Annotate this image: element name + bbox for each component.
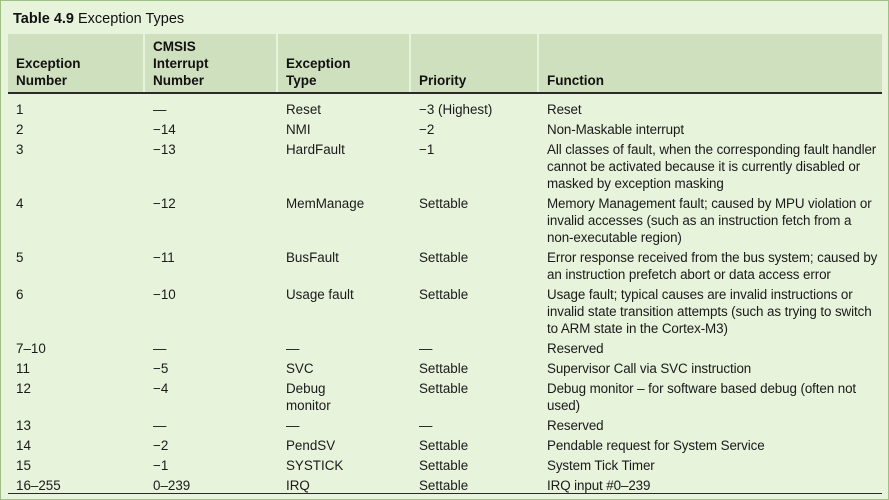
header-exception-number: Exception Number: [8, 34, 143, 92]
row-cmsis-number: −2: [153, 438, 169, 453]
row-exception-type: Debug monitor: [286, 381, 331, 413]
row-function: Memory Management fault; caused by MPU violation or invalid accesses (such as an instruction fetch from a non-executable region): [547, 196, 872, 245]
table-row: [8, 475, 882, 495]
row-exception-type: Reset: [286, 102, 321, 117]
row-exception-number: 7–10: [16, 341, 46, 356]
row-cmsis-number: —: [153, 418, 167, 433]
table-row: [8, 435, 882, 455]
row-exception-type: SYSTICK: [286, 458, 344, 473]
row-exception-number: 12: [16, 381, 31, 396]
row-exception-type: BusFault: [286, 250, 339, 265]
row-exception-type: NMI: [286, 122, 311, 137]
row-cmsis-number: —: [153, 341, 167, 356]
row-priority: Settable: [419, 381, 469, 396]
row-priority: −1: [419, 142, 435, 157]
header-function: Function: [539, 34, 882, 92]
row-exception-type: —: [286, 341, 300, 356]
table-body: [8, 99, 882, 495]
row-function: Debug monitor – for software based debug (often not used): [547, 381, 857, 413]
row-priority: Settable: [419, 458, 469, 473]
row-function: IRQ input #0–239: [547, 478, 651, 493]
row-cmsis-number: 0–239: [153, 478, 191, 493]
table-row: [8, 284, 882, 338]
row-priority: —: [419, 341, 433, 356]
row-exception-number: 1: [16, 102, 24, 117]
row-exception-number: 5: [16, 250, 24, 265]
row-exception-type: SVC: [286, 361, 314, 376]
row-cmsis-number: −14: [153, 122, 176, 137]
table-caption: [13, 11, 184, 27]
row-cmsis-number: −11: [153, 250, 175, 265]
row-priority: Settable: [419, 438, 469, 453]
table-row: [8, 338, 882, 358]
row-exception-type: IRQ: [286, 478, 310, 493]
row-cmsis-number: −13: [153, 142, 176, 157]
row-cmsis-number: —: [153, 102, 167, 117]
row-cmsis-number: −4: [153, 381, 169, 396]
row-exception-type: HardFault: [286, 142, 345, 157]
bottom-rule: [8, 493, 882, 494]
row-exception-number: 11: [16, 361, 30, 376]
row-priority: —: [419, 418, 433, 433]
header-cmsis-number: CMSIS Interrupt Number: [145, 34, 276, 92]
row-function: Error response received from the bus system; caused by an instruction prefetch abort or data access error: [547, 250, 878, 282]
row-exception-number: 16–255: [16, 478, 61, 493]
table-header: [8, 34, 882, 92]
row-priority: Settable: [419, 287, 469, 302]
row-exception-number: 15: [16, 458, 31, 473]
row-exception-number: 3: [16, 142, 24, 157]
row-cmsis-number: −10: [153, 287, 176, 302]
row-cmsis-number: −5: [153, 361, 169, 376]
table-row: [8, 358, 882, 378]
row-function: Supervisor Call via SVC instruction: [547, 361, 752, 376]
table-row: [8, 193, 882, 247]
row-function: Reserved: [547, 341, 604, 356]
row-exception-number: 4: [16, 196, 24, 211]
row-cmsis-number: −1: [153, 458, 169, 473]
row-exception-type: PendSV: [286, 438, 336, 453]
row-priority: −3 (Highest): [419, 102, 493, 117]
table-row: [8, 139, 882, 193]
row-exception-number: 2: [16, 122, 24, 137]
table-row: [8, 99, 882, 119]
row-function: Usage fault; typical causes are invalid instructions or invalid state transition attempts (such as trying to switch to ARM state in the Cortex-M3): [547, 287, 872, 336]
row-cmsis-number: −12: [153, 196, 176, 211]
row-function: All classes of fault, when the corresponding fault handler cannot be activated because it is currently disabled or masked by exception masking: [547, 142, 877, 191]
row-priority: Settable: [419, 478, 469, 493]
row-exception-type: —: [286, 418, 300, 433]
caption-label: Table 4.9: [13, 11, 74, 27]
row-priority: Settable: [419, 361, 469, 376]
row-exception-number: 13: [16, 418, 31, 433]
row-function: System Tick Timer: [547, 458, 655, 473]
row-exception-type: Usage fault: [286, 287, 354, 302]
row-function: Pendable request for System Service: [547, 438, 765, 453]
caption-title: Exception Types: [78, 11, 185, 27]
header-exception-type: Exception Type: [278, 34, 409, 92]
table-row: [8, 378, 882, 415]
table-row: [8, 247, 882, 284]
table-row: [8, 415, 882, 435]
table-row: [8, 455, 882, 475]
row-exception-number: 6: [16, 287, 24, 302]
row-exception-number: 14: [16, 438, 31, 453]
row-function: Non-Maskable interrupt: [547, 122, 684, 137]
header-rule: [8, 92, 882, 94]
header-priority: Priority: [411, 34, 537, 92]
row-exception-type: MemManage: [286, 196, 365, 211]
row-priority: Settable: [419, 196, 469, 211]
row-function: Reset: [547, 102, 582, 117]
row-priority: Settable: [419, 250, 469, 265]
row-priority: −2: [419, 122, 435, 137]
table-row: [8, 119, 882, 139]
row-function: Reserved: [547, 418, 604, 433]
